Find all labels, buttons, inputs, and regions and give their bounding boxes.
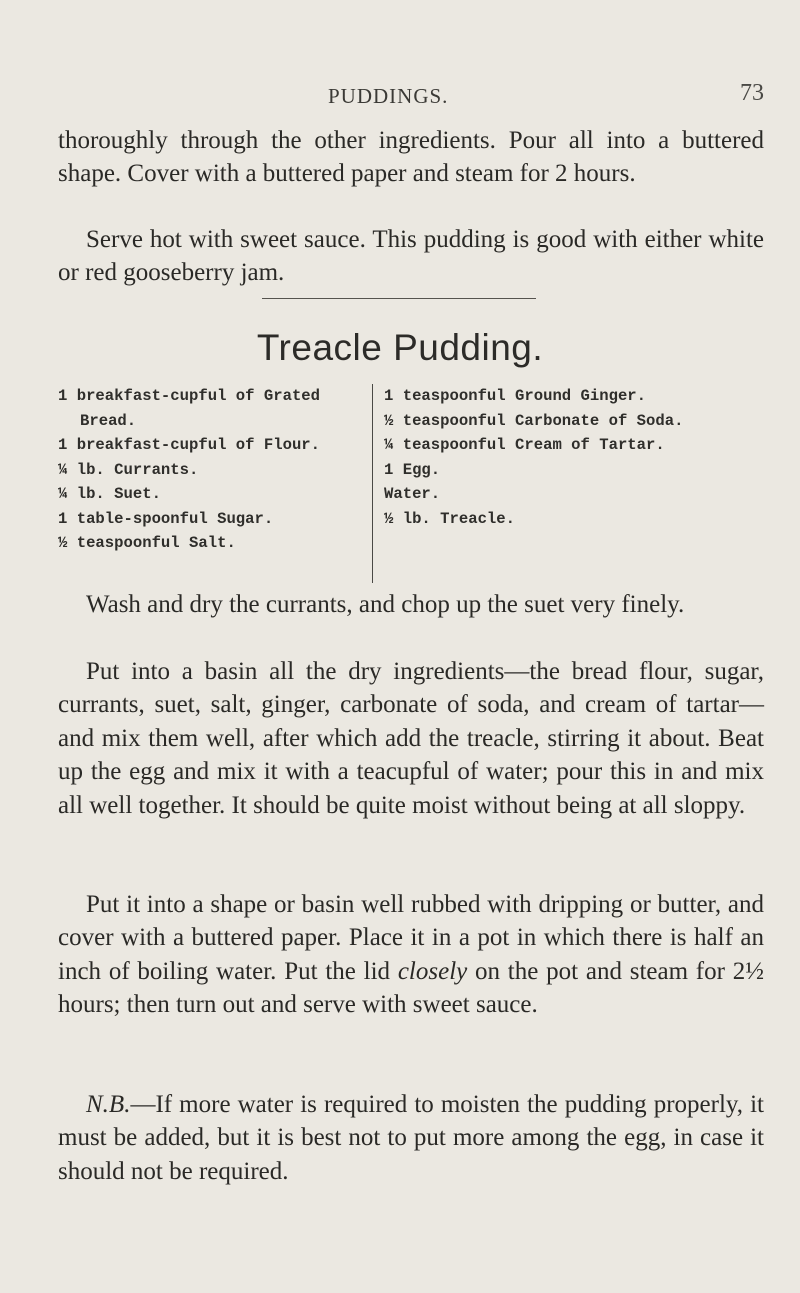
nota-bene-label: N.B.	[86, 1091, 131, 1118]
column-divider	[372, 384, 373, 583]
intro-paragraph-1: thoroughly through the other ingredients. Pour all into a buttered shape. Cover with a buttered paper and steam for 2 hours.	[58, 127, 764, 188]
method-paragraph-2: Put into a basin all the dry ingredients—the bread flour, sugar, currants, suet, salt, ginger, carbonate of soda, and cream of tartar—and mix them well, after which add the treacle, stirring it about. Beat up the egg and mix it with a teacupful of water; pour this in and mix all well together. It should be quite moist without being at all sloppy.	[58, 658, 764, 819]
running-head	[0, 80, 800, 110]
emphasis-closely: closely	[397, 957, 468, 985]
ingredient-column-left	[58, 384, 358, 556]
ingredient-item: 1 breakfast-cupful of Flour.	[58, 436, 321, 454]
nota-bene-paragraph	[58, 1088, 764, 1188]
ingredient-item: 1 teaspoonful Ground Ginger.	[384, 387, 647, 405]
ingredient-item: 1 Egg.	[384, 460, 441, 479]
page-number: 73	[740, 80, 764, 106]
method-text: on the pot and steam for 2½ hours; then turn out and serve with sweet sauce.	[58, 957, 764, 1019]
ingredient-column-right	[384, 384, 764, 531]
ingredient-list	[58, 384, 764, 584]
intro-paragraph-2: Serve hot with sweet sauce. This pudding is good with either white or red gooseberry jam.	[58, 226, 764, 287]
ingredient-item: ½ teaspoonful Salt.	[58, 534, 236, 552]
ingredient-item: Bread.	[80, 411, 137, 430]
method-text: Put it into a shape or basin well rubbed with dripping or butter, and cover with a buttered paper. Place it in a pot in which there is half an inch of boiling water. Put the lid	[58, 891, 764, 985]
ingredient-item: 1 breakfast-cupful of Grated	[58, 387, 321, 405]
running-title: PUDDINGS.	[328, 84, 449, 108]
ingredient-item: ½ teaspoonful Carbonate of Soda.	[384, 411, 684, 430]
ingredient-item: ½ lb. Treacle.	[384, 509, 516, 528]
method-paragraph-1: Wash and dry the currants, and chop up the suet very finely.	[86, 591, 685, 618]
method-paragraph-3	[58, 888, 764, 1022]
ingredient-item: ¼ lb. Suet.	[58, 485, 161, 503]
section-divider	[262, 298, 536, 299]
recipe-title: Treacle Pudding.	[256, 327, 544, 368]
ingredient-item: ¼ teaspoonful Cream of Tartar.	[384, 436, 665, 454]
nota-bene-text: —If more water is required to moisten the pudding properly, it must be added, but it is best not to put more among the egg, in case it should not be required.	[58, 1091, 764, 1185]
ingredient-item: ¼ lb. Currants.	[58, 460, 199, 479]
ingredient-item: 1 table-spoonful Sugar.	[58, 509, 274, 528]
ingredient-item: Water.	[384, 485, 441, 503]
